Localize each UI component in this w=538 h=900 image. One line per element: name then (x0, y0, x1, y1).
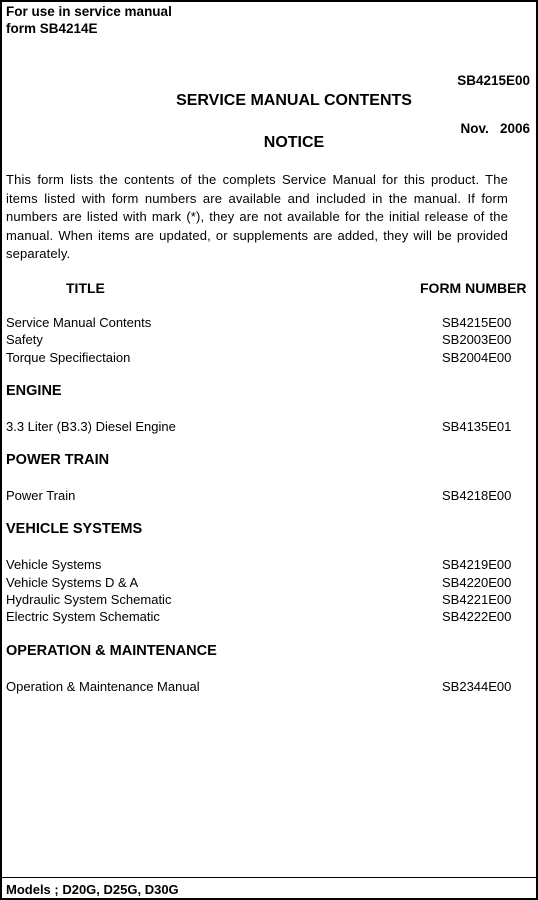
models-footer: Models ; D20G, D25G, D30G (6, 882, 179, 897)
contents-row-title: Power Train (6, 488, 76, 504)
contents-row-title: Safety (6, 332, 43, 348)
contents-row-form-number: SB4218E00 (442, 488, 512, 504)
usage-note-line2: form SB4214E (6, 21, 98, 36)
contents-row-form-number: SB2344E00 (442, 678, 512, 694)
contents-row (6, 678, 532, 695)
contents-row-title: Service Manual Contents (6, 315, 152, 330)
contents-row (6, 418, 532, 435)
contents-row (6, 556, 532, 573)
contents-row-title: Vehicle Systems D & A (6, 574, 139, 590)
notice-heading: NOTICE (263, 134, 325, 151)
contents-row (6, 487, 532, 504)
contents-row (6, 608, 532, 625)
contents-row-form-number: SB4215E00 (442, 315, 512, 330)
contents-row-title: Electric System Schematic (6, 609, 160, 625)
contents-row (6, 591, 532, 608)
contents-row (6, 574, 532, 591)
document-number: SB4215E00 (457, 73, 530, 88)
notice-text: This form lists the contents of the complets Service Manual for this product. The items listed with form numbers are available and included in the manual. If form numbers are listed with mark (*), they are not available for the initial release of the manual. When items are updated, or supplements are added, they will be provided separately. (6, 172, 508, 261)
contents-row (6, 331, 532, 348)
contents-row-form-number: SB4221E00 (442, 592, 512, 608)
contents-row-title: 3.3 Liter (B3.3) Diesel Engine (6, 418, 176, 434)
usage-note-line1: For use in service manual (6, 4, 172, 19)
contents-row-title: Torque Specifiectaion (6, 349, 131, 365)
contents-row-form-number: SB2004E00 (442, 349, 512, 365)
contents-row-form-number: SB4219E00 (442, 557, 512, 573)
column-header-form-number: FORM NUMBER (420, 280, 527, 296)
contents-row-title: Operation & Maintenance Manual (6, 678, 200, 694)
contents-row (6, 349, 532, 366)
contents-row-title: Hydraulic System Schematic (6, 592, 172, 608)
footer-divider (2, 877, 536, 878)
usage-note (6, 3, 172, 37)
contents-list (6, 314, 532, 695)
section-heading: POWER TRAIN (6, 452, 110, 469)
section-heading: VEHICLE SYSTEMS (6, 521, 143, 538)
contents-row-form-number: SB2003E00 (442, 332, 512, 348)
contents-row-form-number: SB4220E00 (442, 574, 512, 590)
contents-row (6, 314, 532, 331)
contents-row-form-number: SB4135E01 (442, 418, 512, 434)
contents-row-title: Vehicle Systems (6, 557, 102, 573)
contents-row-form-number: SB4222E00 (442, 609, 512, 625)
column-header-title: TITLE (66, 280, 105, 296)
section-heading: ENGINE (6, 382, 62, 399)
section-heading: OPERATION & MAINTENANCE (6, 642, 217, 659)
page-title: SERVICE MANUAL CONTENTS (176, 92, 412, 109)
document-date: Nov. 2006 (460, 121, 530, 136)
